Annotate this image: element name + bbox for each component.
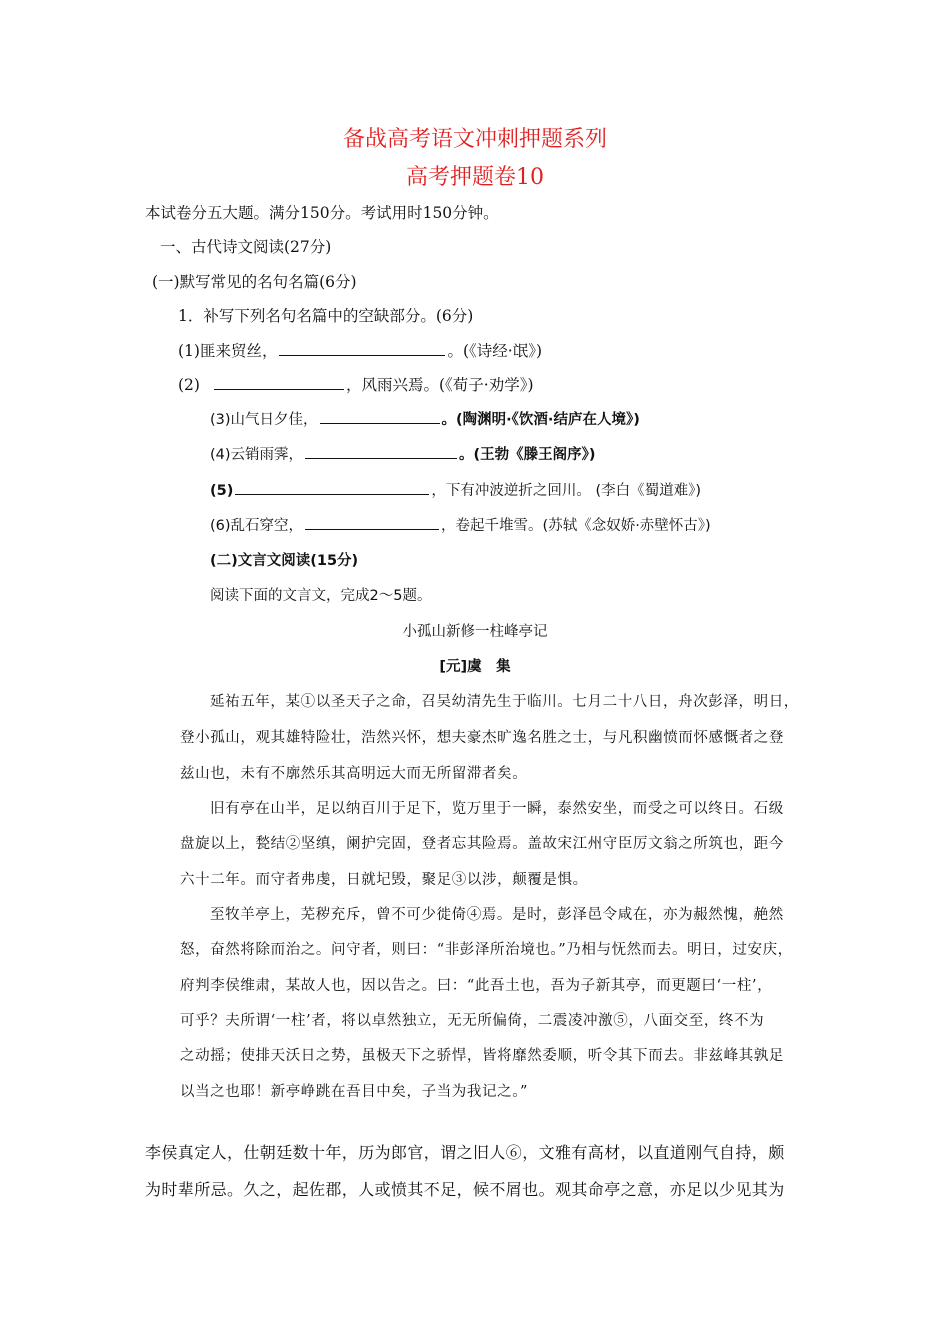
answer-blank[interactable] <box>214 375 344 390</box>
answer-blank[interactable] <box>279 341 445 356</box>
fill-item-4 <box>210 443 596 464</box>
passage-line: 府判李侯维肃，某故人也，因以告之。曰：“此吾土也，吾为子新其亭，而更题曰‘一柱’， <box>180 978 773 994</box>
part2-heading: (二)文言文阅读(15分) <box>210 553 359 569</box>
passage-line: 以当之也耶！新亭峥跳在吾目中矣，子当为我记之。” <box>180 1084 529 1100</box>
passage-line: 兹山也，未有不廓然乐其高明远大而无所留滞者矣。 <box>180 766 528 782</box>
passage-line: 可乎？夫所谓‘一柱’者，将以卓然独立，无无所偏倚，二震凌冲激⑤，八面交至，终不为 <box>180 1013 765 1029</box>
fill-item-text: (6)乱石穿空， <box>210 518 304 534</box>
passage-line: 六十二年。而守者弗虔，日就圮毁，聚足③以涉，颠覆是惧。 <box>180 872 588 888</box>
fill-item-2 <box>178 373 534 395</box>
answer-blank[interactable] <box>320 409 440 424</box>
fill-item-1 <box>178 339 542 361</box>
fill-item-source: ，卷起千堆雪。(苏轼《念奴娇·赤壁怀古》) <box>441 518 711 534</box>
fill-item-source: ，下有冲波逆折之回川。 (李白《蜀道难》) <box>431 483 702 499</box>
passage-title: 小孤山新修一柱峰亭记 <box>402 624 548 640</box>
answer-blank[interactable] <box>235 480 429 495</box>
passage-line: 登小孤山，观其雄特险壮，浩然兴怀，想夫豪杰旷逸名胜之士，与凡积幽愤而怀感慨者之登 <box>180 730 784 746</box>
passage-line: 怒，奋然将除而治之。问守者，则曰：“非彭泽所治境也。”乃相与怃然而去。明日，过安庆， <box>180 942 793 958</box>
fill-item-text: (3)山气日夕佳， <box>210 412 318 428</box>
exam-intro: 本试卷分五大题。满分150分。考试用时150分钟。 <box>145 204 499 222</box>
passage-line: 至牧羊亭上，芜秽充斥，曾不可少徙倚④焉。是时，彭泽邑令咸在，亦为赧然愧，赩然 <box>210 907 784 923</box>
continuation-line: 李侯真定人，仕朝廷数十年，历为郎官，谓之旧人⑥，文雅有高材，以直道刚气自持，颇 <box>145 1143 785 1162</box>
answer-blank[interactable] <box>305 515 439 530</box>
answer-blank[interactable] <box>305 444 457 459</box>
series-title: 备战高考语文冲刺押题系列 <box>342 127 607 152</box>
section-heading: 一、古代诗文阅读(27分) <box>160 238 332 256</box>
continuation-line: 为时辈所忌。久之，起佐郡，人或愤其不足，候不屑也。观其命亭之意，亦足以少见其为 <box>145 1180 785 1199</box>
fill-item-text: (5) <box>210 483 234 499</box>
part2-instruction: 阅读下面的文言文，完成2～5题。 <box>210 588 432 604</box>
passage-line: 盘旋以上，甃结②坚缜，阑护完固，登者忘其险焉。盖故宋江州守臣厉文翁之所筑也，距今 <box>180 836 784 852</box>
question-1-stem: 1．补写下列名句名篇中的空缺部分。(6分) <box>178 307 474 325</box>
fill-item-5 <box>210 479 701 500</box>
passage-line: 之动摇；使排天沃日之势，虽极天下之骄悍，皆将靡然委顺，听令其下而去。非兹峰其孰足 <box>180 1048 784 1064</box>
part1-heading: (一)默写常见的名句名篇(6分) <box>152 273 357 291</box>
fill-item-source: ，风雨兴焉。(《荀子·劝学》) <box>345 376 534 394</box>
fill-item-text: (1)匪来贸丝， <box>178 342 278 360</box>
fill-item-source: 。(陶渊明·《饮酒·结庐在人境》) <box>441 412 640 428</box>
passage-author: [元]虞 集 <box>439 659 511 675</box>
fill-item-6 <box>210 514 711 535</box>
fill-item-text: (4)云销雨霁， <box>210 447 304 463</box>
passage-line: 延祐五年，某①以圣天子之命，召吴幼清先生于临川。七月二十八日，舟次彭泽，明日， <box>210 694 799 710</box>
fill-item-text: (2) <box>178 376 200 394</box>
passage-line: 旧有亭在山半，足以纳百川于足下，览万里于一瞬，泰然安坐，而受之可以终日。石级 <box>210 801 784 817</box>
fill-item-source: 。(《诗经·氓》) <box>447 342 542 360</box>
fill-item-3 <box>210 408 640 429</box>
paper-title: 高考押题卷10 <box>406 165 544 190</box>
fill-item-source: 。(王勃《滕王阁序》) <box>459 447 596 463</box>
